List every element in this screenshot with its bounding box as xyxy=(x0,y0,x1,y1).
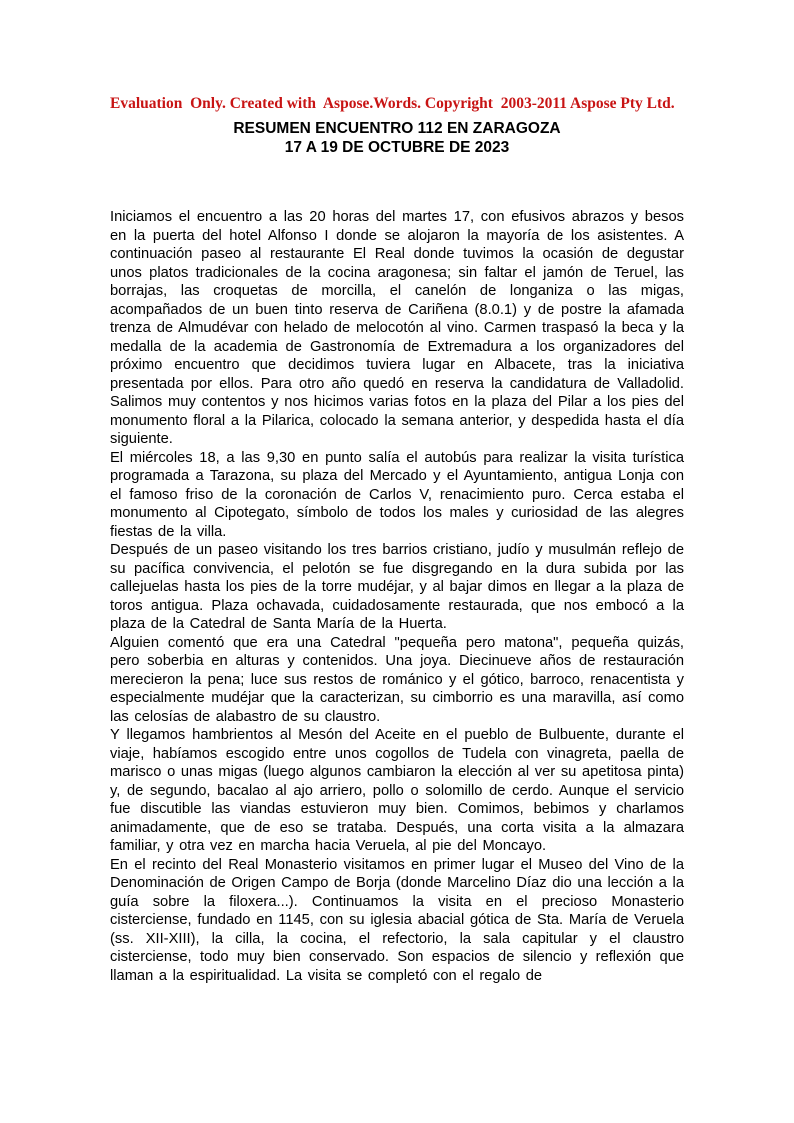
paragraph: En el recinto del Real Monasterio visitamos en primer lugar el Museo del Vino de la Denominación de Origen Campo de Borja (donde Marcelino Díaz dio una lección a la guía sobre la filoxera...). Continuamos la visita en el precioso Monasterio cisterciense, fundado en 1145, con su iglesia abacial gótica de Sta. María de Veruela (ss. XII-XIII), la cilla, la cocina, el refectorio, la sala capitular y el claustro cisterciense, todo muy bien conservado. Son espacios de silencio y reflexión que llaman a la espiritualidad. La visita se completó con el regalo de xyxy=(110,856,684,984)
document-title-line1: RESUMEN ENCUENTRO 112 EN ZARAGOZA xyxy=(233,120,561,137)
paragraph: Iniciamos el encuentro a las 20 horas del martes 17, con efusivos abrazos y besos en la puerta del hotel Alfonso I donde se alojaron la mayoría de los asistentes. A continuación paseo al restaurante El Real donde tuvimos la ocasión de degustar unos platos tradicionales de la cocina aragonesa; sin faltar el jamón de Teruel, las borrajas, las croquetas de morcilla, el canelón de longaniza o las migas, acompañados de un buen tinto reserva de Cariñena (8.0.1) y de postre la afamada trenza de Almudévar con helado de melocotón al vino. Carmen traspasó la beca y la medalla de la academia de Gastronomía de Extremadura a los organizadores del próximo encuentro que decidimos tuviera lugar en Albacete, tras la iniciativa presentada por ellos. Para otro año quedó en reserva la candidatura de Valladolid. Salimos muy contentos y nos hicimos varias fotos en la plaza del Pilar a los pies del monumento floral a la Pilarica, colocado la semana anterior, y despedida hasta el día siguiente. xyxy=(110,209,684,447)
document-content xyxy=(110,94,684,985)
document-body xyxy=(110,208,684,985)
paragraph: Alguien comentó que era una Catedral "pequeña pero matona", pequeña quizás, pero soberbia en alturas y contenidos. Una joya. Diecinueve años de restauración merecieron la pena; luce sus restos de románico y el gótico, barroco, renacentista y especialmente mudéjar que la caracterizan, su cimborrio es una maravilla, así como las celosías de alabastro de su claustro. xyxy=(110,634,684,725)
document-title-line2: 17 A 19 DE OCTUBRE DE 2023 xyxy=(284,138,510,156)
evaluation-watermark: Evaluation Only. Created with Aspose.Words. Copyright 2003-2011 Aspose Pty Ltd. xyxy=(110,95,675,112)
paragraph: Después de un paseo visitando los tres barrios cristiano, judío y musulmán reflejo de su pacífica convivencia, el pelotón se fue disgregando en la dura subida por las callejuelas hasta los pies de la torre mudéjar, y al bajar dimos en llegar a la plaza de toros antigua. Plaza ochavada, cuidadosamente restaurada, que nos embocó a la plaza de la Catedral de Santa María de la Huerta. xyxy=(110,542,684,632)
paragraph: El miércoles 18, a las 9,30 en punto salía el autobús para realizar la visita turística programada a Tarazona, su plaza del Mercado y el Ayuntamiento, antigua Lonja con el famoso friso de la coronación de Carlos V, renacimiento puro. Cerca estaba el monumento al Cipotegato, símbolo de todos los males y curiosidad de las alegres fiestas de la villa. xyxy=(110,449,684,540)
document-title xyxy=(110,120,684,157)
paragraph: Y llegamos hambrientos al Mesón del Aceite en el pueblo de Bulbuente, durante el viaje, habíamos escogido entre unos cogollos de Tudela con vinagreta, paella de marisco o unas migas (luego algunos cambiaron la elección al ver su apetitosa pinta) y, de segundo, bacalao al ajo arriero, pollo o solomillo de cerdo. Aunque el servicio fue discutible las viandas estuvieron muy bien. Comimos, bebimos y charlamos animadamente, que de eso se trataba. Después, una corta visita a la almazara familiar, y otra vez en marcha hacia Veruela, al pie del Moncayo. xyxy=(110,727,684,854)
